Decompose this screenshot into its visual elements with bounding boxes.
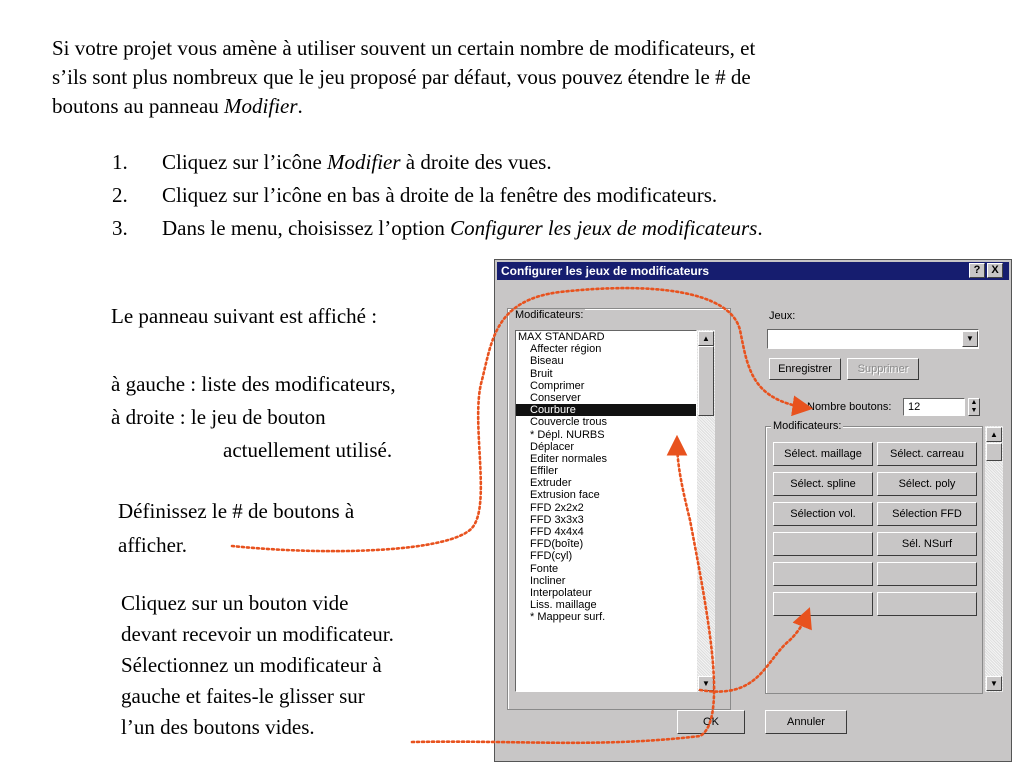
modifier-list-item[interactable]: MAX STANDARD	[518, 331, 605, 343]
modifier-list-item[interactable]: Affecter région	[530, 343, 602, 356]
modifier-list-item[interactable]: Couvercle trous	[530, 416, 608, 429]
ok-button[interactable]: OK	[677, 710, 745, 734]
modifier-list-item[interactable]: Biseau	[530, 355, 564, 368]
close-button[interactable]: X	[987, 263, 1003, 278]
modifier-list-item[interactable]: Editer normales	[530, 452, 608, 465]
buttons-scrollbar[interactable]	[985, 426, 1003, 692]
modifier-list-item[interactable]: FFD 2x2x2	[530, 501, 584, 514]
configure-modifier-sets-dialog	[494, 259, 1012, 762]
modifier-list-item[interactable]: Incliner	[530, 574, 566, 587]
button-count-spinner-icon[interactable]: ▲ ▼	[968, 398, 980, 416]
delete-button[interactable]: Supprimer	[847, 358, 919, 380]
intro-paragraph	[52, 34, 1012, 121]
button-count-label: Nombre boutons:	[807, 401, 892, 413]
modifier-list-item[interactable]: * Dépl. NURBS	[530, 428, 605, 441]
modifier-list-item[interactable]: * Mappeur surf.	[530, 611, 606, 624]
panel-caption: Le panneau suivant est affiché :	[111, 304, 378, 328]
sets-label: Jeux:	[769, 310, 796, 322]
modifier-slot-button[interactable]: Sél. NSurf	[877, 532, 977, 556]
intro-line-3: boutons au panneau Modifier.	[52, 94, 303, 118]
modifier-list-item[interactable]: FFD 4x4x4	[530, 526, 584, 538]
modifier-list-item[interactable]: Conserver	[530, 391, 581, 404]
scroll-thumb[interactable]	[698, 346, 714, 416]
modifier-slot-button[interactable]: Sélect. carreau	[877, 442, 977, 466]
modifier-buttons-group	[765, 426, 983, 694]
left-description: à gauche : liste des modificateurs,	[111, 372, 396, 396]
modifier-slot-button[interactable]: Sélection FFD	[877, 502, 977, 526]
modifier-buttons-label: Modificateurs:	[773, 420, 842, 432]
drag-instructions: Cliquez sur un bouton vide devant recevoir un modificateur. Sélectionnez un modificateur à gauche et faites-le glisser sur l’un des boutons vides.	[121, 591, 394, 739]
modifier-list-item[interactable]: FFD 3x3x3	[530, 513, 584, 526]
modifier-list-item[interactable]: Bruit	[530, 367, 553, 380]
modifier-list-item[interactable]: Extruder	[530, 477, 572, 490]
dialog-title: Configurer les jeux de modificateurs	[501, 264, 710, 278]
button-count-input[interactable]: 12	[903, 398, 965, 416]
sets-dropdown[interactable]	[767, 329, 979, 349]
buttons-scroll-thumb[interactable]	[986, 443, 1002, 461]
empty-modifier-slot-button[interactable]	[773, 562, 873, 586]
modifier-list-item[interactable]: Courbure	[516, 404, 696, 416]
modifier-list-item[interactable]: FFD(cyl)	[530, 550, 573, 563]
modifier-list-item[interactable]: Comprimer	[530, 379, 585, 392]
modifier-list-item[interactable]: Déplacer	[530, 440, 575, 453]
modifiers-list[interactable]	[515, 330, 697, 692]
intro-line-1: Si votre projet vous amène à utiliser souvent un certain nombre de modificateurs, et	[52, 36, 756, 60]
scroll-up-arrow-icon[interactable]: ▲	[698, 331, 714, 346]
modifier-slot-button[interactable]: Sélect. maillage	[773, 442, 873, 466]
buttons-scroll-down-icon[interactable]: ▼	[986, 676, 1002, 691]
scroll-down-arrow-icon[interactable]: ▼	[698, 676, 714, 691]
modifier-list-item[interactable]: Fonte	[530, 562, 559, 575]
modifier-slot-button[interactable]: Sélect. spline	[773, 472, 873, 496]
empty-modifier-slot-button[interactable]	[877, 562, 977, 586]
define-count-note: Définissez le # de boutons à afficher.	[118, 499, 355, 557]
modifier-list-item[interactable]: FFD(boîte)	[530, 538, 584, 551]
cancel-button[interactable]: Annuler	[765, 710, 847, 734]
dialog-titlebar	[497, 262, 1009, 280]
dropdown-arrow-icon[interactable]: ▼	[962, 331, 978, 347]
right-description: à droite : le jeu de bouton	[111, 405, 326, 429]
modifier-slot-button[interactable]: Sélection vol.	[773, 502, 873, 526]
modifier-list-item[interactable]: Interpolateur	[530, 586, 592, 599]
empty-modifier-slot-button[interactable]	[877, 592, 977, 616]
modifier-list-item[interactable]: Effiler	[530, 465, 558, 478]
modifier-slot-button[interactable]: Sélect. poly	[877, 472, 977, 496]
save-button[interactable]: Enregistrer	[769, 358, 841, 380]
modifiers-label: Modificateurs:	[515, 309, 584, 321]
empty-modifier-slot-button[interactable]	[773, 592, 873, 616]
modifier-list-item[interactable]: Liss. maillage	[530, 599, 597, 612]
empty-modifier-slot-button[interactable]	[773, 532, 873, 556]
modifier-list-item[interactable]: Extrusion face	[530, 489, 600, 502]
buttons-scroll-up-icon[interactable]: ▲	[986, 427, 1002, 442]
right-description-cont: actuellement utilisé.	[223, 438, 393, 462]
help-button[interactable]: ?	[969, 263, 985, 278]
intro-line-2: s’ils sont plus nombreux que le jeu proposé par défaut, vous pouvez étendre le # de	[52, 65, 751, 89]
